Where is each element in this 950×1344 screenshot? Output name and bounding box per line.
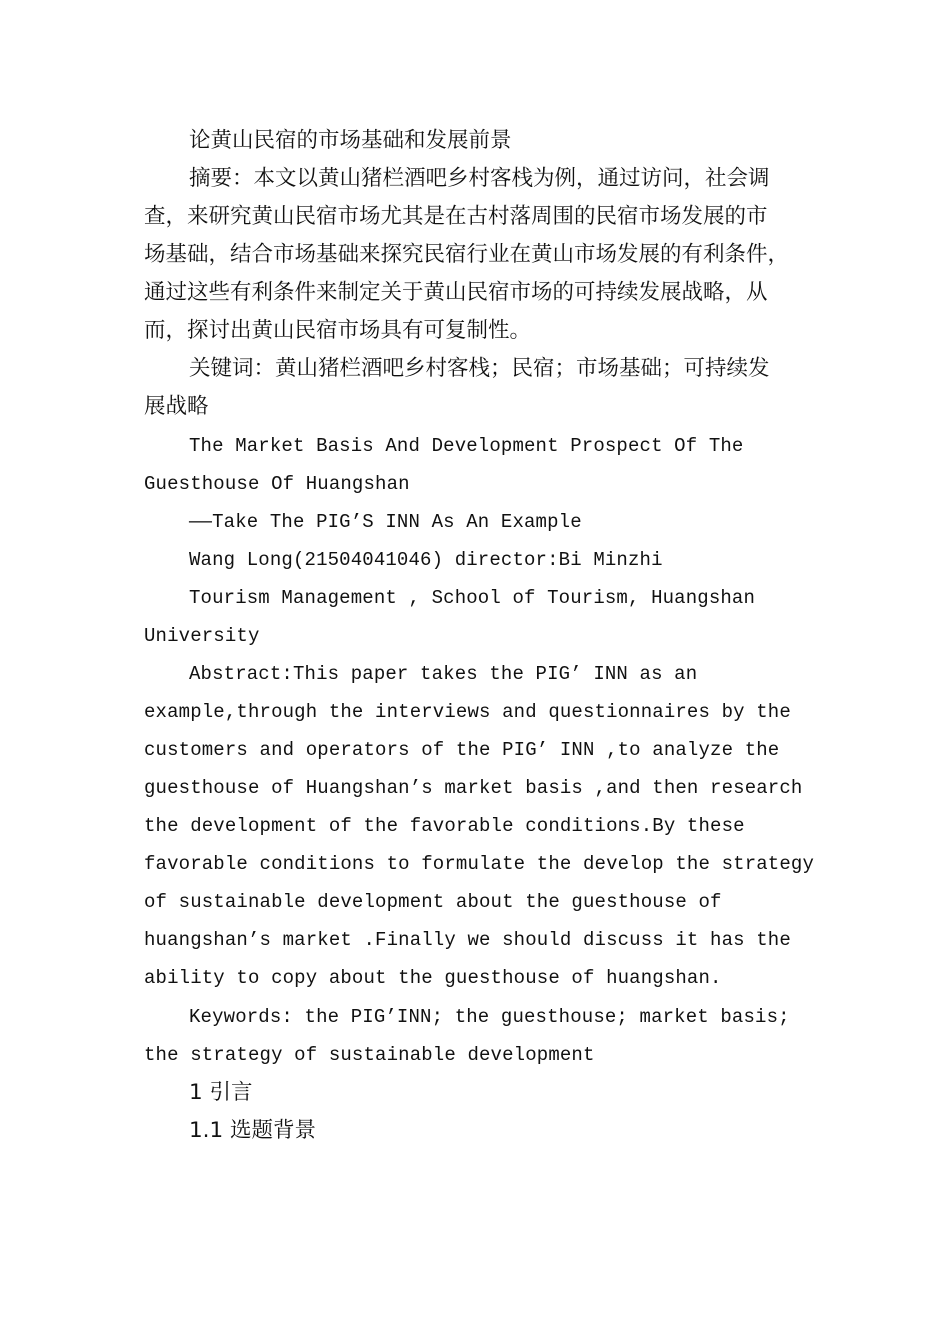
english-abstract-line: favorable conditions to formulate the develop the strategy xyxy=(144,853,815,875)
english-abstract-line: Abstract:This paper takes the PIG’ INN as an xyxy=(189,663,698,685)
chinese-abstract-line: 场基础，结合市场基础来探究民宿行业在黄山市场发展的有利条件， xyxy=(144,242,790,267)
author-line: Wang Long(21504041046) director:Bi Minzhi xyxy=(189,549,663,571)
english-subtitle: ——Take The PIG’S INN As An Example xyxy=(189,511,582,533)
chinese-abstract-line: 查，来研究黄山民宿市场尤其是在古村落周围的民宿市场发展的市 xyxy=(144,204,768,229)
chinese-abstract-line: 摘要：本文以黄山猪栏酒吧乡村客栈为例，通过访问，社会调 xyxy=(189,166,770,191)
chinese-abstract-line: 通过这些有利条件来制定关于黄山民宿市场的可持续发展战略，从 xyxy=(144,280,768,305)
chinese-abstract-line: 而，探讨出黄山民宿市场具有可复制性。 xyxy=(144,318,532,343)
english-abstract-line: example,through the interviews and questionnaires by the xyxy=(144,701,791,723)
chinese-keywords-line: 展战略 xyxy=(144,394,209,419)
chinese-keywords-line: 关键词：黄山猪栏酒吧乡村客栈；民宿；市场基础；可持续发 xyxy=(189,356,770,381)
section-heading: 1 引言 xyxy=(189,1080,253,1105)
english-abstract-line: huangshan’s market .Finally we should discuss it has the xyxy=(144,929,791,951)
english-abstract-line: guesthouse of Huangshan’s market basis ,and then research xyxy=(144,777,803,799)
english-title-line: Guesthouse Of Huangshan xyxy=(144,473,410,495)
chinese-title: 论黄山民宿的市场基础和发展前景 xyxy=(189,128,512,153)
english-abstract-line: customers and operators of the PIG’ INN ,to analyze the xyxy=(144,739,780,761)
english-abstract-line: ability to copy about the guesthouse of huangshan. xyxy=(144,967,722,989)
english-title-line: The Market Basis And Development Prospect Of The xyxy=(189,435,744,457)
english-abstract-line: of sustainable development about the guesthouse of xyxy=(144,891,722,913)
english-abstract-line: the development of the favorable conditions.By these xyxy=(144,815,745,837)
english-keywords-line: Keywords: the PIG’INN; the guesthouse; market basis; xyxy=(189,1006,790,1028)
subsection-heading: 1.1 选题背景 xyxy=(189,1118,317,1143)
affiliation-line: Tourism Management , School of Tourism, Huangshan xyxy=(189,587,756,609)
english-keywords-line: the strategy of sustainable development xyxy=(144,1044,595,1066)
affiliation-line: University xyxy=(144,625,260,647)
